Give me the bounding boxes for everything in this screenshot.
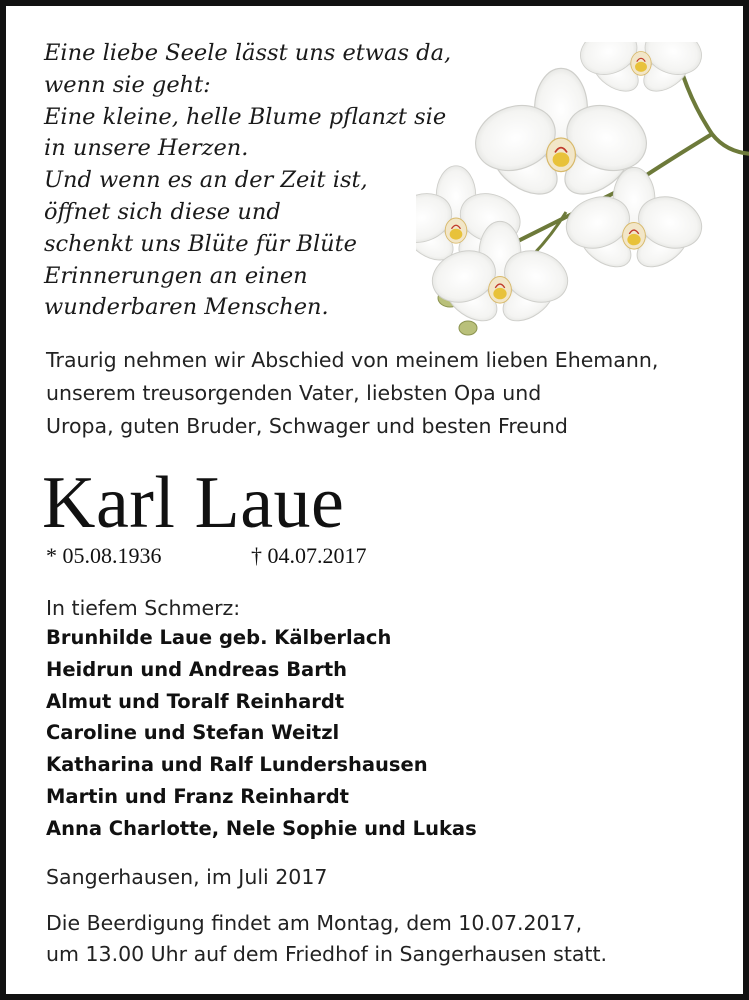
funeral-info [46, 908, 607, 970]
mourners-list [46, 622, 477, 845]
poem-line: Eine liebe Seele lässt uns etwas da, [44, 40, 452, 66]
poem-line: Eine kleine, helle Blume pflanzt sie [44, 103, 447, 130]
list-item: Katharina und Ralf Lundershausen [46, 753, 428, 777]
death-date: † 04.07.2017 [251, 543, 367, 568]
mourning-label: In tiefem Schmerz: [46, 596, 241, 620]
poem-line: Und wenn es an der Zeit ist, [44, 167, 368, 194]
birth-date: * 05.08.1936 [46, 543, 162, 568]
intro-line: Uropa, guten Bruder, Schwager und besten Freund [46, 414, 568, 438]
intro-text [46, 344, 736, 443]
poem-line: wenn sie geht: [44, 71, 211, 98]
place-date: Sangerhausen, im Juli 2017 [46, 865, 328, 889]
intro-line: unserem treusorgenden Vater, liebsten Opa und [46, 381, 542, 405]
intro-line: Traurig nehmen wir Abschied von meinem lieben Ehemann, [46, 348, 659, 372]
list-item: Heidrun und Andreas Barth [46, 657, 348, 681]
poem-line: schenkt uns Blüte für Blüte [44, 230, 357, 257]
poem-line: öffnet sich diese und [44, 198, 281, 225]
life-dates [46, 541, 367, 571]
poem-line: wunderbaren Menschen. [44, 294, 329, 321]
funeral-line: Die Beerdigung findet am Montag, dem 10.07.2017, [46, 911, 583, 935]
list-item: Martin und Franz Reinhardt [46, 784, 349, 808]
deceased-name: Karl Laue [42, 462, 345, 544]
list-item: Caroline und Stefan Weitzl [46, 721, 340, 745]
poem-line: Erinnerungen an einen [44, 262, 308, 289]
orchid-flower-icon [416, 42, 749, 342]
list-item: Anna Charlotte, Nele Sophie und Lukas [46, 816, 477, 840]
list-item: Almut und Toralf Reinhardt [46, 689, 345, 713]
funeral-line: um 13.00 Uhr auf dem Friedhof in Sangerhausen statt. [46, 942, 608, 966]
list-item: Brunhilde Laue geb. Kälberlach [46, 626, 392, 649]
poem-line: in unsere Herzen. [44, 135, 249, 162]
